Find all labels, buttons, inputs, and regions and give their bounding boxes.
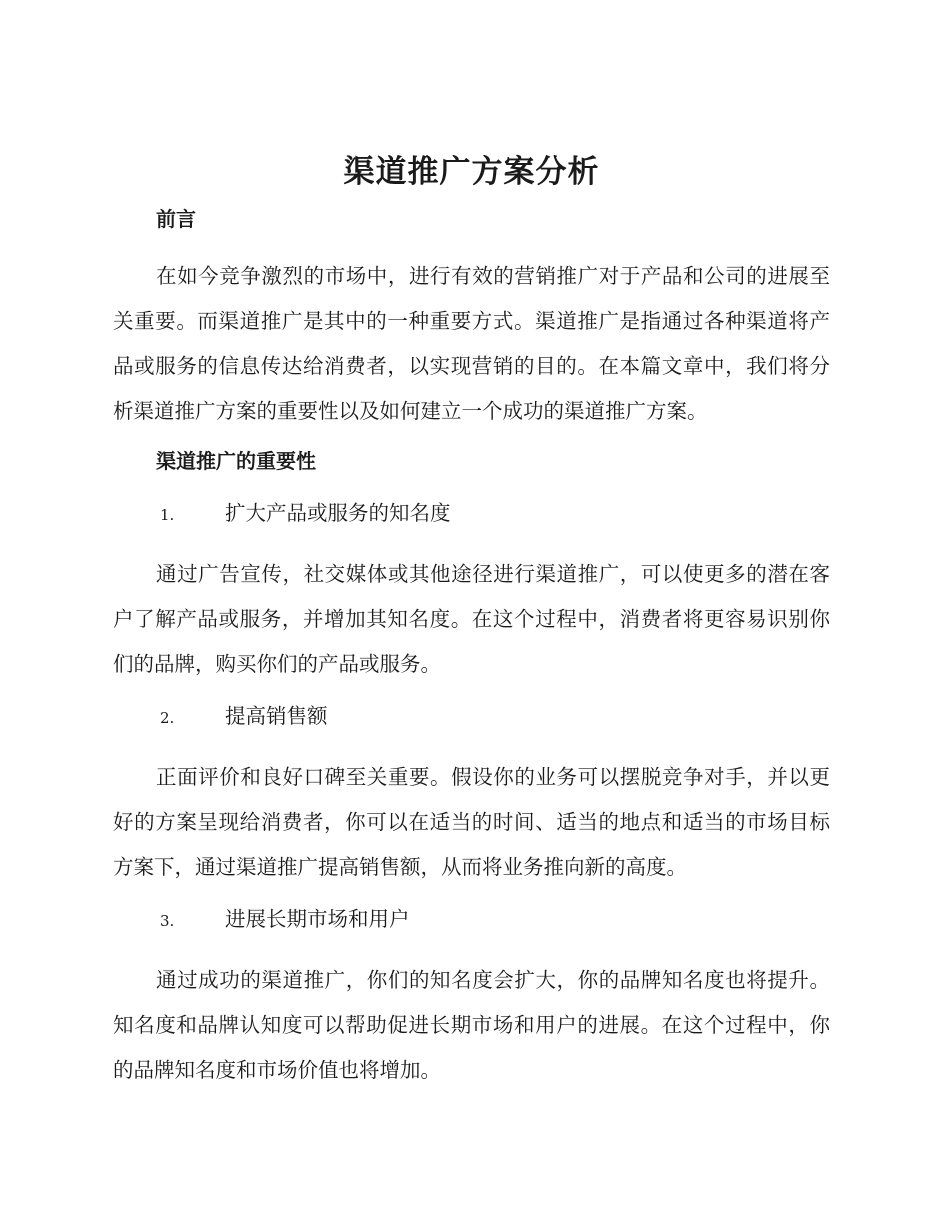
list-item-paragraph: 正面评价和良好口碑至关重要。假设你的业务可以摆脱竞争对手，并以更好的方案呈现给消费者，你可以在适当的时间、适当的地点和适当的市场目标方案下，通过渠道推广提高销售额，从而将业务推向新的高度。	[113, 765, 830, 879]
list-number: 1.	[160, 506, 175, 524]
list-number: 3.	[160, 912, 175, 930]
list-item-paragraph: 通过广告宣传，社交媒体或其他途径进行渠道推广，可以使更多的潜在客户了解产品或服务，并增加其知名度。在这个过程中，消费者将更容易识别你们的品牌，购买你们的产品或服务。	[113, 562, 830, 676]
list-item-2	[113, 699, 830, 735]
document-title: 渠道推广方案分析	[343, 154, 600, 190]
section-heading-importance: 渠道推广的重要性	[156, 449, 316, 473]
list-item-1	[113, 496, 830, 532]
list-item-title: 提高销售额	[225, 704, 328, 728]
list-item-3	[113, 902, 830, 938]
preface-paragraph: 在如今竞争激烈的市场中，进行有效的营销推广对于产品和公司的进展至关重要。而渠道推广是其中的一种重要方式。渠道推广是指通过各种渠道将产品或服务的信息传达给消费者，以实现营销的目的。在本篇文章中，我们将分析渠道推广方案的重要性以及如何建立一个成功的渠道推广方案。	[113, 264, 830, 423]
list-item-title: 进展长期市场和用户	[225, 907, 410, 931]
section-heading-preface: 前言	[156, 207, 196, 231]
list-item-paragraph: 通过成功的渠道推广，你们的知名度会扩大，你的品牌知名度也将提升。知名度和品牌认知度可以帮助促进长期市场和用户的进展。在这个过程中，你的品牌知名度和市场价值也将增加。	[113, 968, 830, 1082]
list-item-title: 扩大产品或服务的知名度	[225, 501, 451, 525]
list-number: 2.	[160, 709, 175, 727]
